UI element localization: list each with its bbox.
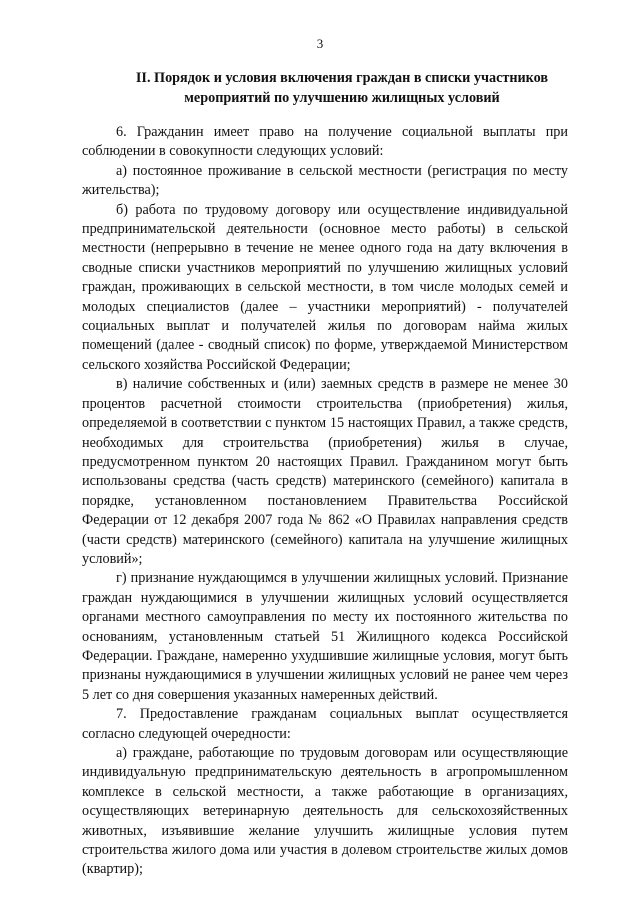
paragraph-subitem-6v: в) наличие собственных и (или) заемных средств в размере не менее 30 процентов расчетной стоимости строительства (приобретения) жилья, определяемой в соответствии с пунктом 15 настоящих Правил, а также средств, необходимых для строительства (приобретения) жилья в случае, предусмотренном пунктом 20 настоящих Правил. Гражданином могут быть использованы средства (часть средств) материнского (семейного) капитала в порядке, установленном постановлением Правительства Российской Федерации от 12 декабря 2007 года № 862 «О Правилах направления средств (части средств) материнского (семейного) капитала на улучшение жилищных условий»; (82, 376, 568, 567)
paragraph-subitem-6a: а) постоянное проживание в сельской местности (регистрация по месту жительства); (82, 162, 568, 199)
page-number: 3 (316, 36, 324, 51)
paragraph-subitem-7a: а) граждане, работающие по трудовым договорам или осуществляющие индивидуальную предпринимательскую деятельность в агропромышленном комплексе в сельской местности, а также работающие в организациях, осуществляющих ветеринарную деятельность для сельскохозяйственных животных, изъявившие желание улучшить жилищные условия путем строительства жилого дома или участия в долевом строительстве жилых домов (квартир); (82, 745, 568, 878)
paragraph-subitem-6g: г) признание нуждающимся в улучшении жилищных условий. Признание граждан нуждающимися в улучшении жилищных условий осуществляется органами местного самоуправления по месту их постоянного жительства по основаниям, установленным статьей 51 Жилищного кодекса Российской Федерации. Граждане, намеренно ухудшившие жилищные условия, могут быть признаны нуждающимися в улучшении жилищных условий не ранее чем через 5 лет со дня совершения указанных намеренных действий. (82, 570, 568, 703)
paragraph-item-7: 7. Предоставление гражданам социальных выплат осуществляется согласно следующей очередности: (82, 706, 568, 742)
section-title-line-2: мероприятий по улучшению жилищных условий (184, 90, 500, 106)
paragraph-item-6: 6. Гражданин имеет право на получение социальной выплаты при соблюдении в совокупности следующих условий: (82, 124, 568, 160)
paragraph-subitem-6b: б) работа по трудовому договору или осуществление индивидуальной предпринимательской деятельности (основное место работы) в сельской местности (непрерывно в течение не менее одного года на дату включения в сводные списки участников мероприятий по улучшению жилищных условий граждан, проживающих в сельской местности, в том числе молодых семей и молодых специалистов (далее – участники мероприятий) - получателей социальных выплат и получателей жилья по договорам найма жилых помещений (далее - сводный список) по форме, утверждаемой Министерством сельского хозяйства Российской Федерации; (82, 201, 568, 373)
section-title (112, 68, 572, 108)
section-title-line-1: II. Порядок и условия включения граждан в списки участников (135, 70, 549, 86)
document-body (82, 123, 568, 880)
